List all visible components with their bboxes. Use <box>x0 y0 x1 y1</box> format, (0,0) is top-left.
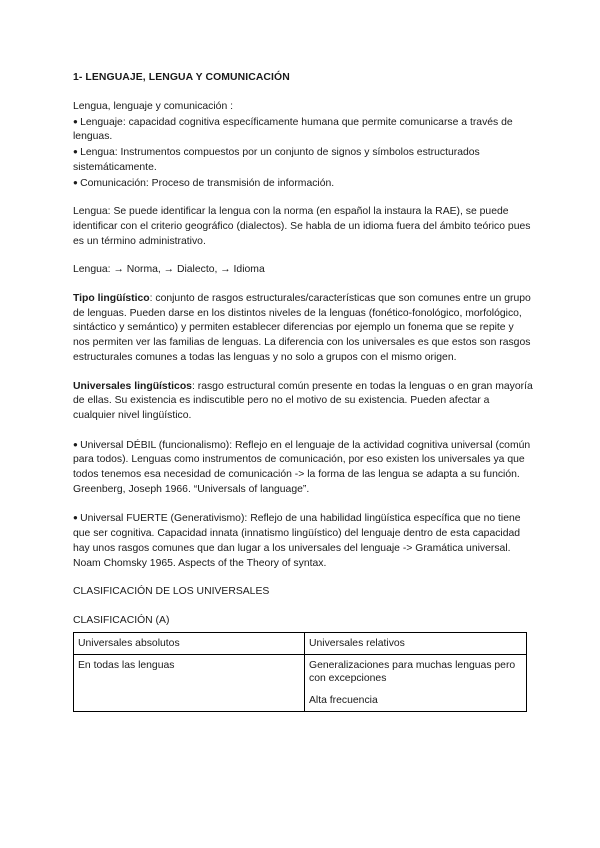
universales-paragraph <box>73 380 533 424</box>
clasificacion-table <box>73 632 527 712</box>
document-page <box>73 60 533 712</box>
table-cell: En todas las lenguas <box>74 654 305 711</box>
bullet-comunicacion: ● Comunicación: Proceso de transmisión de información. <box>73 176 533 192</box>
table-cell-line: Generalizaciones para muchas lenguas pero con excepciones <box>309 659 516 684</box>
tipo-text: : conjunto de rasgos estructurales/características que son comunes entre un grupo de lenguas. Pueden darse en los distintos niveles de la lenguas (fonético-fonológico, morfológico, sintáctico y semántico) y permiten establecer diferencias por ejemplo un fonema que se repite y nos permiten ver las familias de lenguas. La diferencia con los universales es que estos son rasgos estructurales comunes a todas las lenguas y no solo a grupos con el mismo origen. <box>73 293 531 363</box>
universal-fuerte: ● Universal FUERTE (Generativismo): Reflejo de una habilidad lingüística específica que no tiene que ser cognitiva. Capacidad innata (innatismo lingüístico) del lenguaje dentro de esta capacidad hay unos rasgos comunes que dan lugar a los universales del lenguaje -> Gramática universal. Noam Chomsky 1965. Aspects of the Theory of syntax. <box>73 511 533 571</box>
bullet-lenguaje: ● Lenguaje: capacidad cognitiva específicamente humana que permite comunicarse a través de lenguas. <box>73 115 533 145</box>
tipo-linguistico-paragraph <box>73 292 533 366</box>
section-heading: 1- LENGUAJE, LENGUA Y COMUNICACIÓN <box>73 72 290 83</box>
table-cell-line: Alta frecuencia <box>309 694 378 706</box>
clasificacion-a-title: CLASIFICACIÓN (A) <box>73 614 170 626</box>
table-header-cell: Universales relativos <box>305 632 527 654</box>
universal-debil: ● Universal DÉBIL (funcionalismo): Reflejo en el lenguaje de la actividad cognitiva universal (común para todos). Lenguas como instrumentos de comunicación, por eso existen los universales ya que todos tenemos esa necesidad de comunicación -> la forma de las lengua se adapta a su función. Greenberg, Joseph 1966. “Universals of language”. <box>73 438 533 498</box>
table-row <box>74 654 527 711</box>
lengua-arrows: Lengua: → Norma, → Dialecto, → Idioma <box>73 264 265 276</box>
tipo-term: Tipo lingüístico <box>73 293 150 305</box>
lengua-paragraph: Lengua: Se puede identificar la lengua con la norma (en español la instaura la RAE), se puede identificar con el criterio geográfico (dialectos). Se habla de un idioma fuera del ámbito teórico pues es un término administrativo. <box>73 206 531 247</box>
clasificacion-title: CLASIFICACIÓN DE LOS UNIVERSALES <box>73 586 270 598</box>
table-header-cell: Universales absolutos <box>74 632 305 654</box>
intro-line: Lengua, lenguaje y comunicación : <box>73 101 234 112</box>
table-header-row <box>74 632 527 654</box>
bullet-lengua: ● Lengua: Instrumentos compuestos por un conjunto de signos y símbolos estructurados sistemáticamente. <box>73 145 533 175</box>
table-cell <box>305 654 527 711</box>
universales-text: : rasgo estructural común presente en todas la lenguas o en gran mayoría de ellas. Su existencia es indiscutible pero no el motivo de su existencia. Pueden afectar a cualquier nivel lingüístico. <box>73 380 533 421</box>
universales-term: Universales lingüísticos <box>73 380 192 392</box>
